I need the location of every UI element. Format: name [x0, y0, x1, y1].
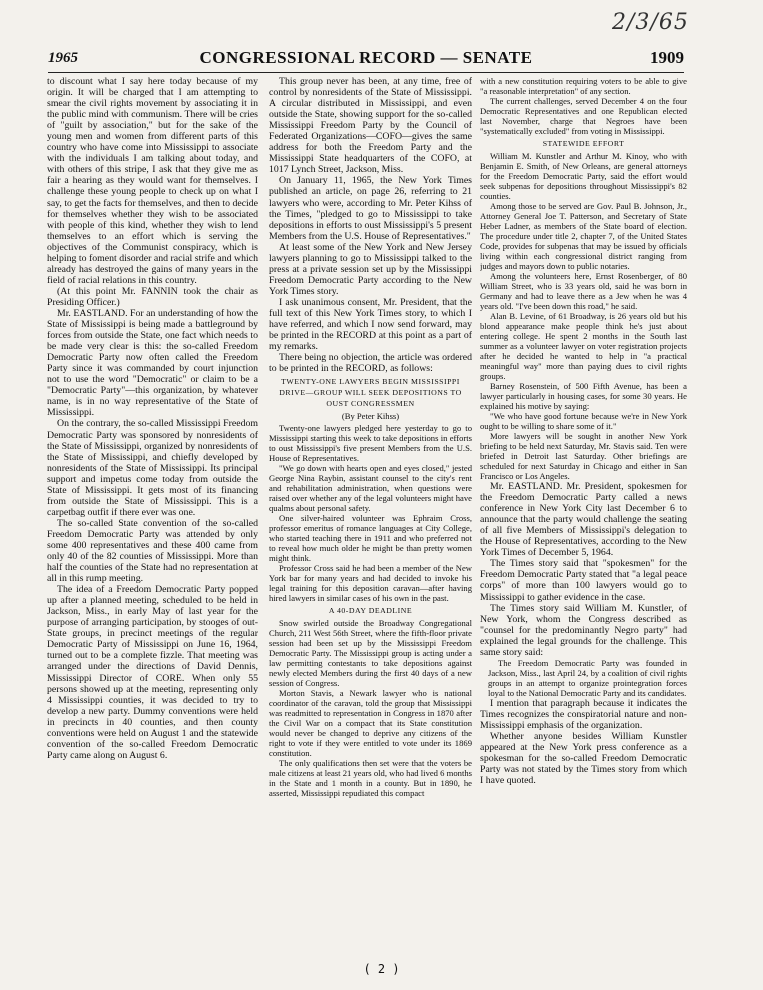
article-byline: (By Peter Kihss) — [341, 411, 400, 422]
article-paragraph: One silver-haired volunteer was Ephraim Cross, professor emeritus of romance languages at City College, who started teaching there in 1911 and who preferred not to reveal how much older he might be than pretty women might think. — [269, 513, 472, 564]
header-rule — [48, 72, 684, 73]
paragraph: At least some of the New York and New Jersey lawyers planning to go to Mississippi talked to the press at a private session set up by the Mississippi Freedom Democratic Party according to the New York Times story. — [269, 241, 472, 297]
article-paragraph: More lawyers will be sought in another New York briefing to be held next Saturday, Mr. Stavis said. Ten were briefed in Detroit last Saturday. Other briefings are scheduled for next Saturday in Chicago and either in San Francisco or Los Angeles. — [480, 431, 687, 482]
article-subheading: STATEWIDE EFFORT — [542, 139, 625, 148]
paragraph: Whether anyone besides William Kunstler appeared at the New York press conference as a spokesman for the so-called Freedom Democratic Party was not stated by the Times story from which I have quoted. — [480, 730, 687, 787]
paragraph: There being no objection, the article was ordered to be printed in the RECORD, as follows: — [269, 352, 472, 375]
paragraph: I mention that paragraph because it indicates the Times recognizes the conspiratorial nature and non-Mississippi emphasis of the organization. — [480, 697, 687, 731]
paragraph: to discount what I say here today because of my origin. It will be charged that I am attempting to smear the civil rights movement by associating it in the public mind with communism. There will be cries of "guilt by association," but for the sake of the young men and women from different parts of this country who have come into Mississippi to associate with the individuals I am talking about today, and with others of this stripe, I ask that they give me as fair a hearing as they would want for themselves. I challenge these young people to check up on what I say, to get the facts for themselves, and then to decide for themselves whether they wish to be associated with people of this kind, whether they wish to lend themselves to an effort which is serving the objectives of the Communist conspiracy, which is helping to foment disorder and racial strife and which already has destroyed the gains of many years in the field of racial relations in this country. — [47, 76, 258, 286]
article-paragraph: Morton Stavis, a Newark lawyer who is national coordinator of the caravan, told the group that Mississippi was readmitted to representation in Congress in 1870 after the Civil War on a compact that its State constitution would never be changed to deprive any citizens of the right to vote if they were entitled to vote under its 1869 constitution. — [269, 688, 472, 759]
paragraph: I ask unanimous consent, Mr. President, that the full text of this New York Times story, to which I have referred, and which I now send forward, may be printed in the RECORD at this point as a part of my remarks. — [269, 296, 472, 353]
footer-page-marker: ( 2 ) — [363, 962, 400, 976]
block-quote: The Freedom Democratic Party was founded in Jackson, Miss., last April 24, by a coalition of civil rights groups in an attempt to organize prointegration forces loyal to the National Democratic Party and its candidates. — [488, 657, 687, 698]
article-paragraph: "We who have good fortune because we're in New York ought to be willing to share some of it." — [480, 411, 687, 432]
article-subheading: A 40-DAY DEADLINE — [328, 606, 413, 616]
paragraph: Mr. EASTLAND. Mr. President, spokesmen for the Freedom Democratic Party called a news conference in New York City last December 6 to announce that the party would challenge the seating of all five Members of Mississippi's delegation to the House of Representatives, according to the New York Times of December 5, 1964. — [480, 481, 687, 559]
article-paragraph: Among those to be served are Gov. Paul B. Johnson, Jr., Attorney General Joe T. Patterson, and Secretary of State Heber Ladner, as members of the State board of election. The procedure under title 2, chapter 7, of the United States Code, provides for subpenas that may be issued by officials living within each congressional district ranging from judges and mayors down to public notaries. — [480, 201, 687, 272]
article-paragraph: William M. Kunstler and Arthur M. Kinoy, who with Benjamin E. Smith, of New Orleans, are general attorneys for the Freedom Democratic Party, said the effort would seek subpenas for depositions throughout Mississippi's 82 counties. — [480, 151, 687, 202]
paragraph: The Times story said that "spokesmen" for the Freedom Democratic Party stated that "a legal peace corps" of more than 100 lawyers would go to Mississippi to gather evidence in the case. — [480, 558, 687, 603]
article-paragraph: Snow swirled outside the Broadway Congregational Church, 211 West 56th Street, where the fifth-floor private session had been set up by the Mississippi Freedom Democratic Party. The Mississippi group is acting under a law permitting contestants to take depositions against newly elected Members during the first 40 days of a new session of Congress. — [269, 618, 472, 689]
article-paragraph: Twenty-one lawyers pledged here yesterday to go to Mississippi starting this week to take depositions in efforts to oust Mississippi's five present Members from the U.S. House of Representatives. — [269, 423, 472, 464]
paragraph: The idea of a Freedom Democratic Party popped up after a planned meeting, scheduled to be held in Jackson, Miss., in early May of last year for the purpose of arranging participation, by stooges of out-State groups, in precinct meetings of the regular Democratic Party of Mississippi on June 16, 1964, turned out to be a complete fizzle. That meeting was arranged under the directions of David Dennis, Mississippi Director of CORE. When only 55 persons showed up at the meeting, representing only 4 Mississippi counties, it was decided to try to develop a new party. Dummy conventions were held in precincts in 40 counties, and then county conventions were held on August 1 and the statewide convention of the so-called Freedom Democratic Party came along on August 6. — [47, 584, 258, 761]
page-header — [48, 48, 684, 70]
article-paragraph: The current challenges, served December 4 on the four Democratic Representatives and one Republican elected last November, charge that Negroes have been "systematically excluded" from voting in Mississippi. — [480, 96, 687, 136]
article-paragraph: Alan B. Levine, of 61 Broadway, is 26 years old but his blond appearance make people think he's just about entering college. He spent 2 months in the South last summer as a volunteer lawyer on voter registration projects after he decided he wanted to help in "a practical meaningful way" more than paying dues to civil rights groups. — [480, 311, 687, 382]
column-2 — [269, 76, 472, 946]
paragraph: Mr. EASTLAND. For an understanding of how the State of Mississippi is being made a battleground by forces from outside the State, one fact which needs to be made very clear is this: the so-called Freedom Democratic Party now often called the Freedom Party since it was commanded by court injunction not to use the word "Democratic" or claim to be a "Democratic Party"—this organization, by whatever name, is in no way representative of the State of Mississippi. — [47, 307, 258, 419]
article-paragraph: Professor Cross said he had been a member of the New York bar for many years and had decided to invoke his legal training for this deposition caravan—after having hired lawyers in similar cases of his own in the past. — [269, 563, 472, 604]
article-paragraph: The only qualifications then set were that the voters be male citizens at least 21 years old, who had lived 6 months in the State and 1 month in a county. But in 1890, he asserted, Mississippi repudiated this compact — [269, 758, 472, 799]
header-title: CONGRESSIONAL RECORD — SENATE — [199, 48, 533, 67]
header-year: 1965 — [48, 50, 78, 66]
column-1 — [47, 76, 258, 946]
header-page-number: 1909 — [650, 48, 684, 67]
article-headline: TWENTY-ONE LAWYERS BEGIN MISSISSIPPI DRIVE—GROUP WILL SEEK DEPOSITIONS TO OUST CONGRESSMEN — [279, 377, 462, 409]
article-paragraph: Barney Rosenstein, of 500 Fifth Avenue, has been a lawyer particularly in housing cases, for some 30 years. He explained his motive by saying: — [480, 381, 687, 412]
paragraph: On January 11, 1965, the New York Times published an article, on page 26, referring to 21 lawyers who were, according to Mr. Peter Kihss of the Times, "pledged to go to Mississippi to take depositions in efforts to oust Mississippi's 5 present Members from the U.S. House of Representatives." — [269, 175, 472, 242]
article-paragraph: with a new constitution requiring voters to be able to give "a reasonable interpretation" of any section. — [480, 76, 687, 96]
paragraph: The so-called State convention of the so-called Freedom Democratic Party was attended by only some 400 representatives and these 400 came from only 40 of the 82 counties of Mississippi. More than half the counties of the State had no representation at all in this rump meeting. — [47, 517, 258, 585]
column-3 — [480, 76, 687, 946]
paragraph: On the contrary, the so-called Mississippi Freedom Democratic Party was sponsored by nonresidents of the State of Mississippi, organized by nonresidents of the State of Mississippi, and chiefly developed by nonresidents of the State of Mississippi. Its principal support and impetus come today from outside the State of Mississippi. It gets most of its financing from outside the State of Mississippi. This is a carpetbag outfit if there ever was one. — [47, 418, 258, 518]
article-paragraph: "We go down with hearts open and eyes closed," jested George Nina Raybin, assistant counsel to the city's rent and rehabilitation administration, when questions were raised over whether any of the legal volunteers might have qualms about personal safety. — [269, 463, 472, 514]
paragraph: This group never has been, at any time, free of control by nonresidents of the State of Mississippi. A circular distributed in Mississippi, and even outside the State, showing support for the so-called Mississippi Freedom Party by the Council of Federated Organizations—COFO—gives the same address for both the Freedom Party and the Mississippi State headquarters of the COFO, at 1017 Lynch Street, Jackson, Miss. — [269, 76, 472, 176]
paragraph: The Times story said William M. Kunstler, of New York, whom the Congress described as "counsel for the predominantly Negro party" had explained the legal grounds for the challenge. This same story said: — [480, 602, 687, 658]
paragraph: (At this point Mr. FANNIN took the chair as Presiding Officer.) — [47, 285, 258, 308]
article-paragraph: Among the volunteers here, Ernst Rosenberger, of 80 William Street, who is 33 years old, said he was born in Germany and had to leave there as a Jew when he was 4 years old. "I've been down this road," he said. — [480, 271, 687, 312]
handwritten-date-annotation: 2/3/65 — [612, 10, 689, 35]
